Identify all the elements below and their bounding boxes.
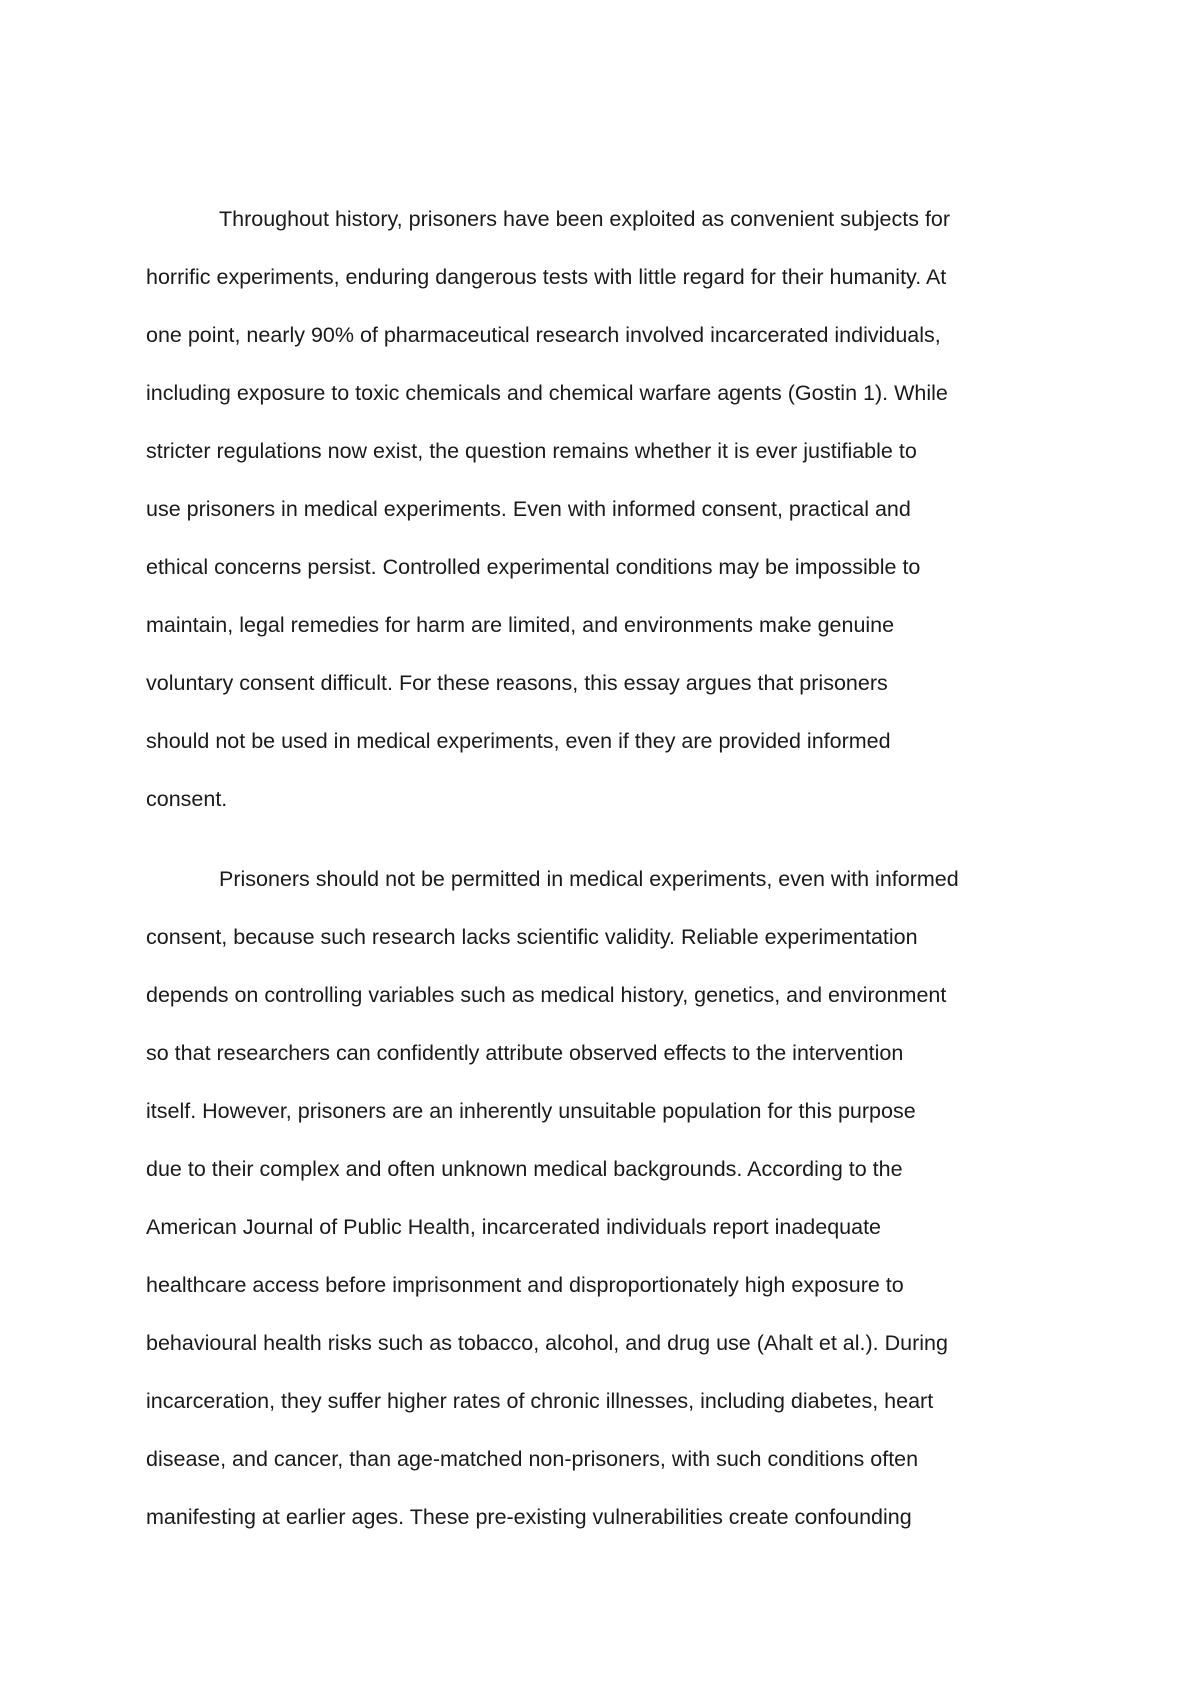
text-line: disease, and cancer, than age-matched non-prisoners, with such conditions often [146, 1447, 919, 1471]
text-line: stricter regulations now exist, the question remains whether it is ever justifiable to [146, 439, 917, 463]
text-line: Throughout history, prisoners have been exploited as convenient subjects for [219, 207, 951, 231]
text-line: healthcare access before imprisonment and disproportionately high exposure to [146, 1273, 904, 1297]
text-line: Prisoners should not be permitted in medical experiments, even with informed [219, 867, 959, 891]
text-line: due to their complex and often unknown medical backgrounds. According to the [146, 1157, 903, 1181]
text-line: so that researchers can confidently attribute observed effects to the intervention [146, 1041, 904, 1065]
text-line: consent. [146, 787, 228, 811]
text-line: maintain, legal remedies for harm are limited, and environments make genuine [146, 613, 895, 637]
paragraph-introduction [146, 190, 1066, 828]
text-line: American Journal of Public Health, incarcerated individuals report inadequate [146, 1215, 881, 1239]
text-line: depends on controlling variables such as medical history, genetics, and environment [146, 983, 947, 1007]
text-line: should not be used in medical experiments, even if they are provided informed [146, 729, 891, 753]
text-line: one point, nearly 90% of pharmaceutical research involved incarcerated individuals, [146, 323, 941, 347]
text-line: use prisoners in medical experiments. Even with informed consent, practical and [146, 497, 911, 521]
text-line: voluntary consent difficult. For these reasons, this essay argues that prisoners [146, 671, 888, 695]
text-line: horrific experiments, enduring dangerous tests with little regard for their humanity. At [146, 265, 947, 289]
text-line: consent, because such research lacks scientific validity. Reliable experimentation [146, 925, 918, 949]
essay-body [146, 190, 1066, 1546]
text-line: behavioural health risks such as tobacco, alcohol, and drug use (Ahalt et al.). During [146, 1331, 948, 1355]
paragraph-body [146, 850, 1066, 1546]
text-line: manifesting at earlier ages. These pre-existing vulnerabilities create confounding [146, 1505, 912, 1529]
text-line: incarceration, they suffer higher rates of chronic illnesses, including diabetes, heart [146, 1389, 934, 1413]
text-line: ethical concerns persist. Controlled experimental conditions may be impossible to [146, 555, 921, 579]
text-line: including exposure to toxic chemicals and chemical warfare agents (Gostin 1). While [146, 381, 948, 405]
text-line: itself. However, prisoners are an inherently unsuitable population for this purpose [146, 1099, 916, 1123]
